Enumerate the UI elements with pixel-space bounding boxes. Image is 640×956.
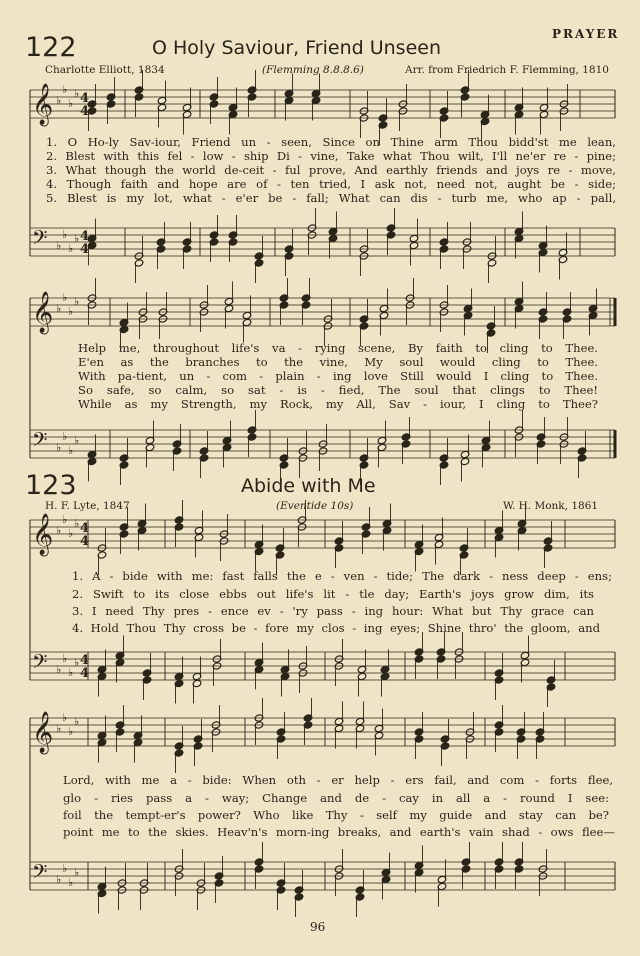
flat-icon: ♭	[74, 87, 80, 100]
time-signature: 4	[80, 666, 90, 681]
flat-icon: ♭	[62, 228, 68, 241]
flat-icon: ♭	[74, 715, 80, 728]
lyric-line: 4. Hold Thou Thy cross be - fore my clos - ing eyes; Shine thro' the gloom, and	[72, 621, 600, 635]
flat-icon: ♭	[62, 862, 68, 875]
flat-icon: ♭	[56, 663, 62, 676]
flat-icon: ♭	[62, 711, 68, 724]
hymn-tune-123: (Eventide 10s)	[276, 500, 354, 512]
flat-icon: ♭	[56, 722, 62, 735]
lyric-line: foil the tempt-er's power? Who like Thy - self my guide and stay can be?	[63, 808, 609, 822]
bass-clef-icon: 𝄢	[32, 650, 48, 678]
lyric-line: While as my Strength, my Rock, my All, Sav - iour, I cling to Thee?	[78, 397, 598, 411]
hymn-title-122: O Holy Saviour, Friend Unseen	[152, 37, 441, 59]
flat-icon: ♭	[62, 430, 68, 443]
hymn-composer-123: W. H. Monk, 1861	[503, 500, 599, 512]
lyric-line: So safe, so calm, so sat - is - fied, The soul that clings to Thee!	[78, 383, 598, 397]
flat-icon: ♭	[68, 527, 74, 540]
lyric-line: Help me, throughout life's va - rying scene, By faith to cling to Thee.	[78, 341, 598, 355]
hymn-author-123: H. F. Lyte, 1847	[45, 500, 130, 512]
lyric-line: 2. Blest with this fel - low - ship Di - vine, Take what Thou wilt, I'll ne'er re - pine;	[46, 149, 616, 163]
bass-clef-icon: 𝄢	[32, 226, 48, 254]
time-signature: 4	[80, 242, 90, 257]
flat-icon: ♭	[62, 291, 68, 304]
flat-icon: ♭	[56, 524, 62, 537]
lyric-line: Lord, with me a - bide: When oth - er help - ers fail, and com - forts flee,	[63, 773, 613, 787]
lyric-line: point me to the skies. Heav'n's morn-ing breaks, and earth's vain shad - ows flee—	[63, 825, 615, 839]
bass-clef-icon: 𝄢	[32, 428, 48, 456]
flat-icon: ♭	[68, 444, 74, 457]
lyric-line: 3. I need Thy pres - ence ev - 'ry pass - ing hour: What but Thy grace can	[72, 604, 594, 618]
flat-icon: ♭	[68, 725, 74, 738]
flat-icon: ♭	[68, 305, 74, 318]
page-number: 96	[310, 920, 326, 934]
hymn-tune-122: (Flemming 8.8.8.6)	[262, 64, 364, 76]
lyric-line: 4. Though faith and hope are of - ten tried, I ask not, need not, aught be - side;	[46, 177, 616, 191]
time-signature: 4	[80, 104, 90, 119]
flat-icon: ♭	[68, 97, 74, 110]
flat-icon: ♭	[74, 517, 80, 530]
time-signature: 4	[80, 534, 90, 549]
flat-icon: ♭	[62, 513, 68, 526]
treble-clef-icon: 𝄞	[32, 712, 54, 753]
lyric-line: 2. Swift to its close ebbs out life's lit - tle day; Earth's joys grow dim, its	[72, 587, 594, 601]
flat-icon: ♭	[68, 242, 74, 255]
flat-icon: ♭	[56, 873, 62, 886]
flat-icon: ♭	[56, 94, 62, 107]
lyric-line: 1. O Ho-ly Sav-iour, Friend un - seen, Since on Thine arm Thou bidd'st me lean,	[46, 135, 616, 149]
flat-icon: ♭	[74, 434, 80, 447]
flat-icon: ♭	[56, 441, 62, 454]
hymn-number-123: 123	[25, 470, 77, 501]
time-signature: 4	[80, 229, 90, 244]
flat-icon: ♭	[56, 302, 62, 315]
hymn-author-122: Charlotte Elliott, 1834	[45, 64, 165, 76]
lyric-line: glo - ries pass a - way; Change and de - cay in all a - round I see:	[63, 791, 609, 805]
flat-icon: ♭	[62, 652, 68, 665]
hymn-composer-122: Arr. from Friedrich F. Flemming, 1810	[405, 64, 609, 76]
flat-icon: ♭	[68, 666, 74, 679]
hymn-number-122: 122	[25, 32, 77, 63]
time-signature: 4	[80, 521, 90, 536]
treble-clef-icon: 𝄞	[32, 292, 54, 333]
flat-icon: ♭	[74, 232, 80, 245]
flat-icon: ♭	[62, 83, 68, 96]
flat-icon: ♭	[74, 866, 80, 879]
lyric-line: E'en as the branches to the vine, My soul would cling to Thee.	[78, 355, 598, 369]
section-label: PRAYER	[552, 27, 620, 41]
lyric-line: 1. A - bide with me: fast falls the e - ven - tide; The dark - ness deep - ens;	[72, 569, 612, 583]
flat-icon: ♭	[74, 295, 80, 308]
bass-clef-icon: 𝄢	[32, 860, 48, 888]
time-signature: 4	[80, 91, 90, 106]
lyric-line: 3. What though the world de-ceit - ful prove, And earthly friends and joys re - move,	[46, 163, 616, 177]
treble-clef-icon: 𝄞	[32, 514, 54, 555]
treble-clef-icon: 𝄞	[32, 84, 54, 125]
flat-icon: ♭	[56, 239, 62, 252]
flat-icon: ♭	[74, 656, 80, 669]
flat-icon: ♭	[68, 876, 74, 889]
lyric-line: 5. Blest is my lot, what - e'er be - fall; What can dis - turb me, who ap - pall,	[46, 191, 616, 205]
time-signature: 4	[80, 653, 90, 668]
hymn-title-123: Abide with Me	[241, 475, 376, 497]
lyric-line: With pa-tient, un - com - plain - ing love Still would I cling to Thee.	[78, 369, 598, 383]
